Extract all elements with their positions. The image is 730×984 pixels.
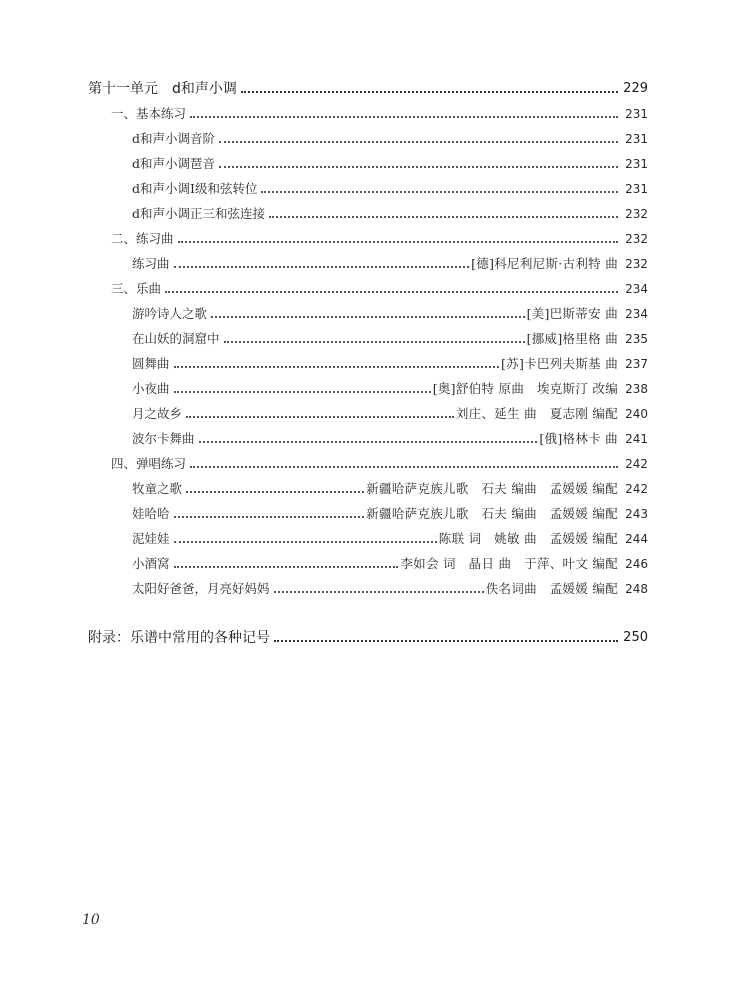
entry-title: 二、练习曲: [111, 231, 174, 246]
toc-item-entry: [132, 249, 648, 271]
dot-leader: [178, 241, 618, 243]
entry-credit: [奥]舒伯特 原曲 埃克斯汀 改编: [432, 381, 618, 396]
dot-leader: [174, 266, 470, 268]
entry-credit: 陈联 词 姚敏 曲 孟媛媛 编配: [438, 531, 618, 546]
dot-leader: [261, 191, 618, 193]
entry-page: 231: [625, 182, 648, 196]
entry-title: 圆舞曲: [132, 356, 170, 371]
entry-title: 娃哈哈: [132, 506, 170, 521]
toc-section-entry: [111, 99, 648, 121]
dot-leader: [219, 141, 618, 143]
entry-title: 一、基本练习: [111, 106, 187, 121]
entry-credit: [苏]卡巴列夫斯基 曲: [500, 356, 618, 371]
toc-item-entry: [132, 324, 648, 346]
dot-leader: [274, 591, 484, 593]
entry-title: 小夜曲: [132, 381, 170, 396]
dot-leader: [241, 91, 618, 93]
entry-page: 241: [625, 432, 648, 446]
entry-title: 附录：乐谱中常用的各种记号: [88, 630, 270, 646]
entry-page: 248: [625, 582, 648, 596]
toc-item-entry: [132, 299, 648, 321]
toc-section-entry: [111, 449, 648, 471]
entry-credit: 新疆哈萨克族儿歌 石夫 编曲 孟媛媛 编配: [366, 506, 618, 521]
entry-title: 小酒窝: [132, 556, 170, 571]
toc-item-entry: [132, 499, 648, 521]
entry-title: 第十一单元 d和声小调: [88, 81, 237, 97]
entry-title: 在山妖的洞窟中: [132, 331, 220, 346]
dot-leader: [174, 541, 437, 543]
toc-appendix-entry: [88, 623, 648, 645]
entry-title: 太阳好爸爸，月亮好妈妈: [132, 581, 270, 596]
entry-page: 237: [625, 357, 648, 371]
dot-leader: [211, 316, 525, 318]
entry-credit: 佚名词曲 孟媛媛 编配: [485, 581, 618, 596]
entry-page: 231: [625, 107, 648, 121]
entry-credit: 新疆哈萨克族儿歌 石夫 编曲 孟媛媛 编配: [366, 481, 618, 496]
dot-leader: [199, 441, 538, 443]
dot-leader: [186, 416, 454, 418]
toc-section-entry: [111, 274, 648, 296]
toc-item-entry: [132, 349, 648, 371]
entry-credit: 李如会 词 晶日 曲 于萍、叶文 编配: [400, 556, 618, 571]
entry-page: 242: [625, 482, 648, 496]
toc-item-entry: [132, 549, 648, 571]
toc-item-entry: [132, 149, 648, 171]
toc-item-entry: [132, 424, 648, 446]
entry-page: 229: [623, 81, 648, 96]
toc-item-entry: [132, 574, 648, 596]
entry-title: d和声小调正三和弦连接: [132, 206, 266, 221]
entry-title: 月之故乡: [132, 406, 183, 421]
dot-leader: [190, 466, 618, 468]
entry-title: d和声小调Ⅰ级和弦转位: [132, 181, 258, 196]
dot-leader: [219, 166, 618, 168]
dot-leader: [165, 291, 618, 293]
entry-page: 235: [625, 332, 648, 346]
dot-leader: [190, 116, 618, 118]
dot-leader: [174, 566, 399, 568]
entry-page: 240: [625, 407, 648, 421]
entry-page: 246: [625, 557, 648, 571]
entry-title: 泥娃娃: [132, 531, 170, 546]
dot-leader: [174, 366, 499, 368]
entry-page: 243: [625, 507, 648, 521]
dot-leader: [274, 640, 618, 642]
dot-leader: [174, 516, 365, 518]
entry-credit: [美]巴斯蒂安 曲: [526, 306, 618, 321]
entry-credit: [俄]格林卡 曲: [539, 431, 618, 446]
toc-item-entry: [132, 524, 648, 546]
entry-title: 波尔卡舞曲: [132, 431, 195, 446]
entry-title: 游吟诗人之歌: [132, 306, 208, 321]
entry-page: 231: [625, 157, 648, 171]
entry-title: 牧童之歌: [132, 481, 183, 496]
entry-page: 234: [625, 282, 648, 296]
dot-leader: [174, 391, 431, 393]
entry-credit: [德]科尼利尼斯·古利特 曲: [471, 256, 618, 271]
entry-credit: [挪威]格里格 曲: [526, 331, 618, 346]
toc-item-entry: [132, 399, 648, 421]
entry-page: 242: [625, 457, 648, 471]
entry-title: d和声小调琶音: [132, 156, 216, 171]
toc-section-entry: [111, 224, 648, 246]
dot-leader: [186, 491, 364, 493]
entry-page: 234: [625, 307, 648, 321]
entry-page: 232: [625, 232, 648, 246]
dot-leader: [224, 341, 525, 343]
toc-item-entry: [132, 124, 648, 146]
entry-page: 231: [625, 132, 648, 146]
toc-item-entry: [132, 199, 648, 221]
toc-item-entry: [132, 174, 648, 196]
toc-unit-entry: [88, 74, 648, 96]
entry-title: 四、弹唱练习: [111, 456, 187, 471]
toc-item-entry: [132, 374, 648, 396]
entry-title: d和声小调音阶: [132, 131, 216, 146]
entry-page: 244: [625, 532, 648, 546]
toc-item-entry: [132, 474, 648, 496]
entry-page: 250: [623, 630, 648, 645]
entry-title: 练习曲: [132, 256, 170, 271]
page-number: 10: [82, 912, 100, 928]
entry-title: 三、乐曲: [111, 281, 162, 296]
dot-leader: [269, 216, 618, 218]
entry-credit: 刘庄、延生 曲 夏志刚 编配: [455, 406, 618, 421]
entry-page: 238: [625, 382, 648, 396]
entry-page: 232: [625, 257, 648, 271]
entry-page: 232: [625, 207, 648, 221]
